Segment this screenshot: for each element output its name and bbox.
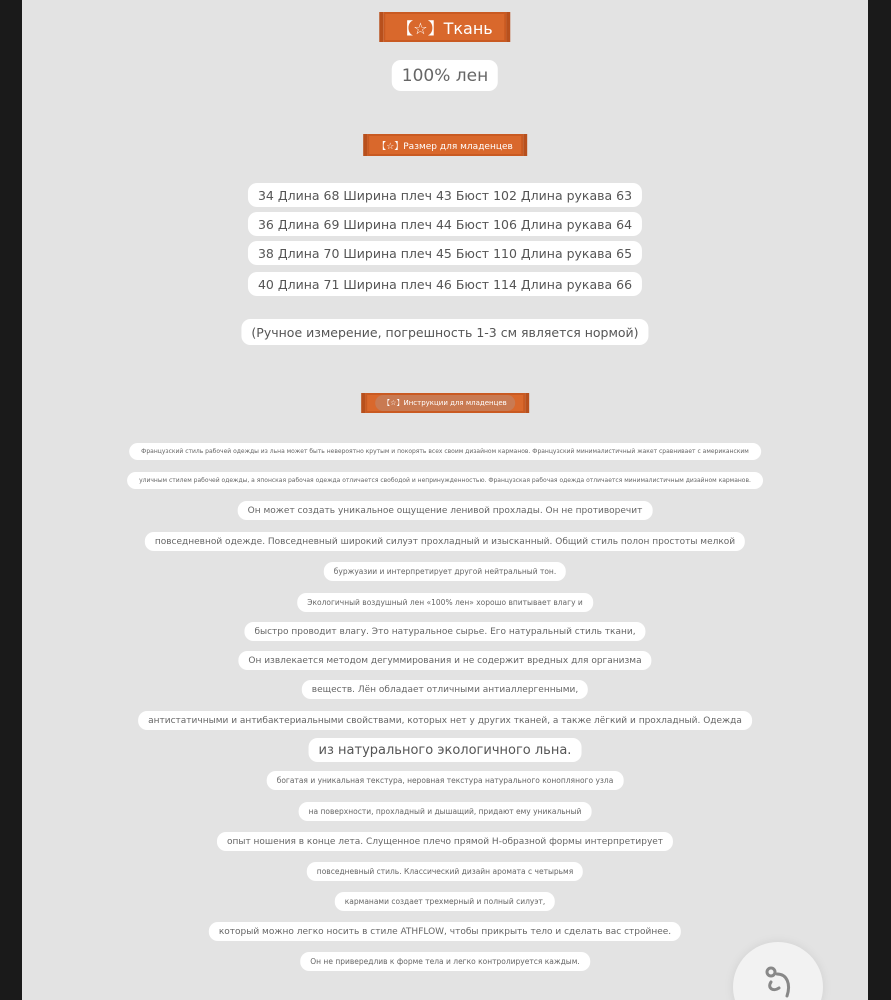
size-row: 34 Длина 68 Ширина плеч 43 Бюст 102 Длина рукава 63 <box>248 183 642 207</box>
instruction-line: который можно легко носить в стиле ATHFLOW, чтобы прикрыть тело и сделать вас стройнее. <box>209 922 681 941</box>
instruction-line: Французский стиль рабочей одежды из льна может быть невероятно крутым и покорять всех своим дизайном карманов. Французский минималистичный жакет сравнивает с американским <box>129 443 761 460</box>
instruction-line: Он не привередлив к форме тела и легко контролируется каждым. <box>300 952 590 971</box>
instruction-line: из натурального экологичного льна. <box>309 738 582 762</box>
instruction-line: карманами создает трехмерный и полный силуэт, <box>335 892 555 911</box>
fabric-banner-label: 【☆】Ткань <box>397 18 493 38</box>
product-description-page <box>22 0 868 1000</box>
size-section-banner <box>367 134 523 156</box>
instruction-line: буржуазии и интерпретирует другой нейтральный тон. <box>324 562 566 581</box>
instruction-line: Он может создать уникальное ощущение ленивой прохлады. Он не противоречит <box>238 501 653 520</box>
instruction-line: на поверхности, прохладный и дышащий, придают ему уникальный <box>299 802 592 821</box>
instruction-line: опыт ношения в конце лета. Слущенное плечо прямой Н-образной формы интерпретирует <box>217 832 673 851</box>
instruction-line: уличным стилем рабочей одежды, а японская рабочая одежда отличается свободой и непринужденностью. Французская рабочая одежда отличается минималистичным дизайном карманов. <box>127 472 763 489</box>
instruction-line: антистатичными и антибактериальными свойствами, которых нет у других тканей, а также лёгкий и прохладный. Одежда <box>138 711 752 730</box>
accessibility-icon <box>757 962 801 1000</box>
instructions-section-banner <box>365 393 525 413</box>
instruction-line: Экологичный воздушный лен «100% лен» хорошо впитывает влагу и <box>297 593 593 612</box>
size-banner-label: 【☆】Размер для младенцев <box>377 141 513 152</box>
instruction-line: быстро проводит влагу. Это натуральное сырье. Его натуральный стиль ткани, <box>244 622 645 641</box>
instruction-line: богатая и уникальная текстура, неровная текстура натурального конопляного узла <box>267 771 624 790</box>
measurement-note: (Ручное измерение, погрешность 1-3 см является нормой) <box>241 319 648 345</box>
instruction-line: веществ. Лён обладает отличными антиаллергенными, <box>302 680 588 699</box>
fabric-section-banner <box>383 12 506 42</box>
instruction-line: повседневной одежде. Повседневный широкий силуэт прохладный и изысканный. Общий стиль полон простоты мелкой <box>145 532 745 551</box>
instructions-banner-label: 【☆】Инструкции для младенцев <box>375 395 515 411</box>
instruction-line: Он извлекается методом дегуммирования и не содержит вредных для организма <box>238 651 651 670</box>
fabric-value: 100% лен <box>392 60 498 91</box>
instruction-line: повседневный стиль. Классический дизайн аромата с четырьмя <box>307 862 583 881</box>
size-row: 40 Длина 71 Ширина плеч 46 Бюст 114 Длина рукава 66 <box>248 272 642 296</box>
size-row: 38 Длина 70 Ширина плеч 45 Бюст 110 Длина рукава 65 <box>248 241 642 265</box>
size-row: 36 Длина 69 Ширина плеч 44 Бюст 106 Длина рукава 64 <box>248 212 642 236</box>
